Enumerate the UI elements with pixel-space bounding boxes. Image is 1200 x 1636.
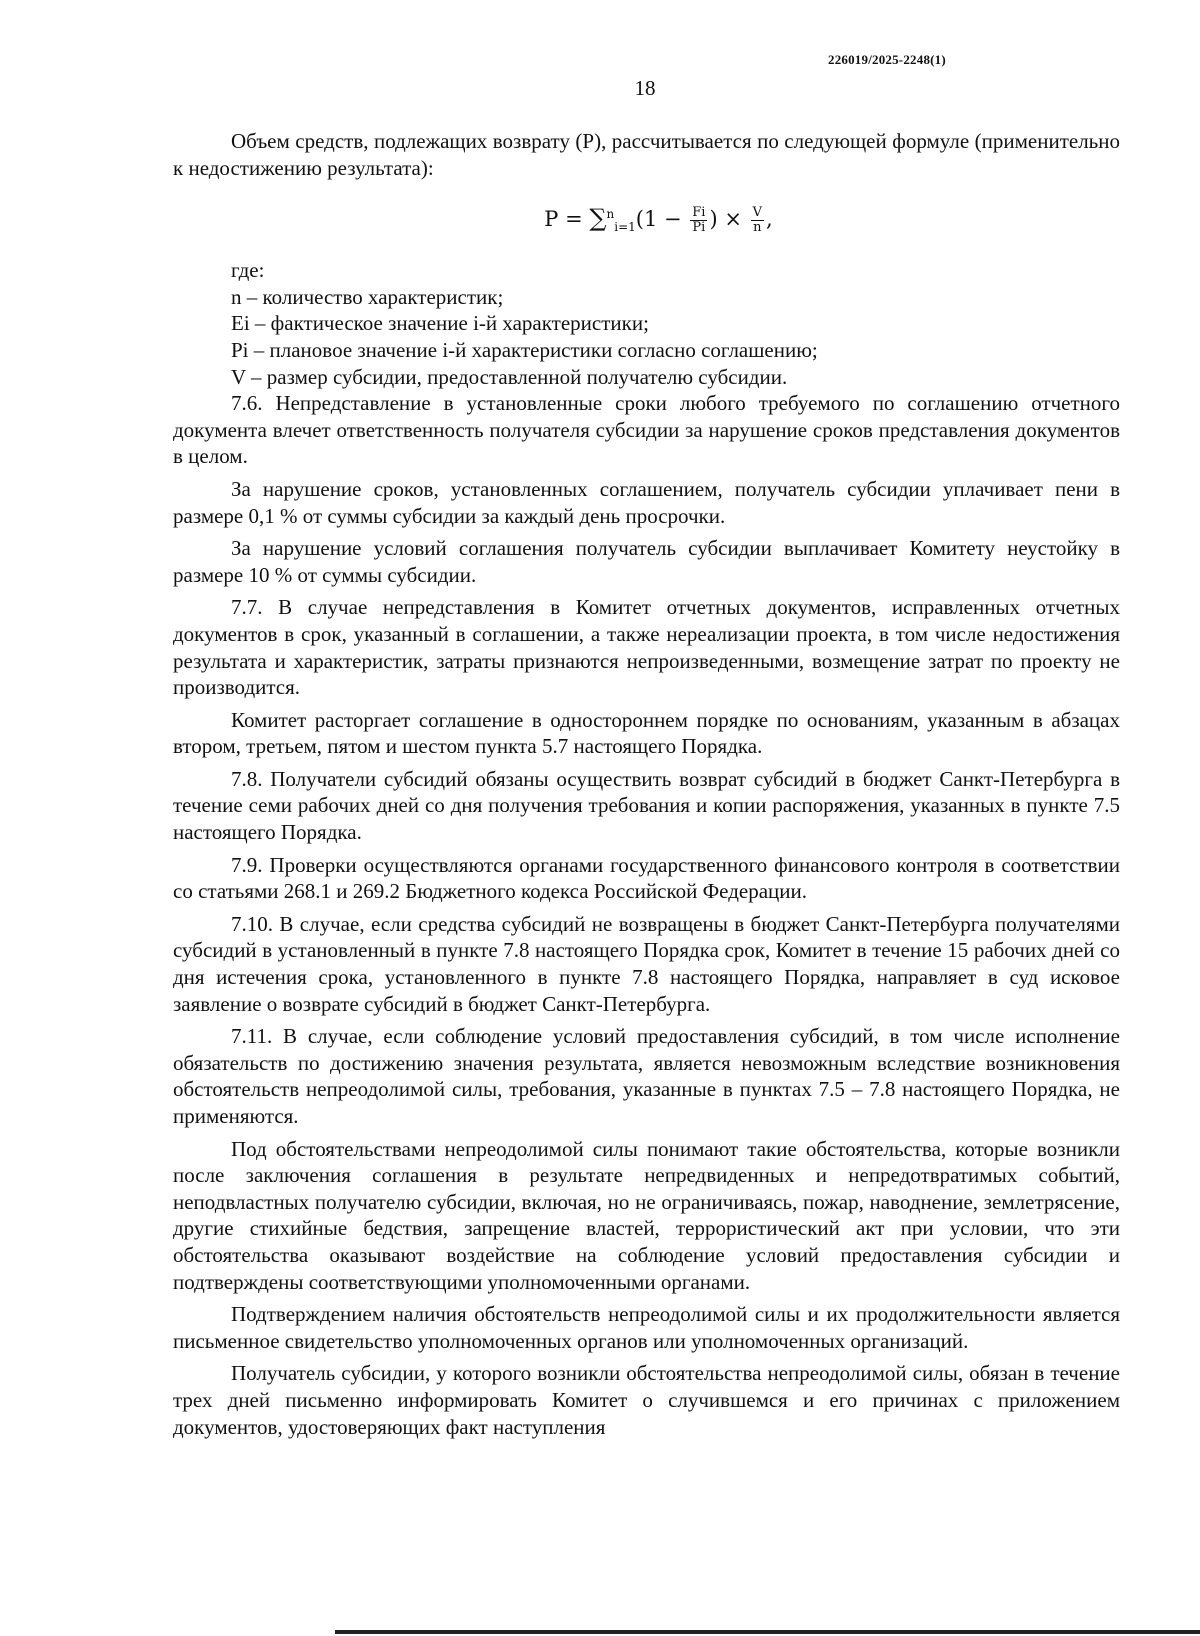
document-number: 226019/2025-2248(1) — [828, 52, 946, 67]
definition-item: Ei – фактическое значение i-й характеристики; — [231, 311, 649, 336]
definition-item: n – количество характеристик; — [231, 284, 504, 309]
fraction-denominator: n — [753, 220, 762, 236]
sum-lower-limit: i=1 — [614, 220, 636, 235]
fraction-f-over-p — [690, 206, 707, 235]
paragraph-termination: Комитет расторгает соглашение в одностороннем порядке по основаниям, указанным в абзацах втором, третьем, пятом и шестом пункта 5.7 настоящего Порядка. — [173, 707, 1120, 759]
definition-item: Pi – плановое значение i-й характеристики согласно соглашению; — [231, 337, 818, 362]
formula-close: ) × — [709, 207, 749, 232]
clause-7-9: 7.9. Проверки осуществляются органами государственного финансового контроля в соответствии со статьями 268.1 и 269.2 Бюджетного кодекса Российской Федерации. — [173, 852, 1120, 904]
where-label: где: — [231, 258, 265, 283]
clause-7-11: 7.11. В случае, если соблюдение условий предоставления субсидий, в том числе исполнение обязательств по достижению значения результата, является невозможным вследствие возникновения обстоятельств непреодолимой силы, требования, указанные в пунктах 7.5 – 7.8 настоящего Порядка, не применяются. — [173, 1024, 1120, 1128]
intro-paragraph: Объем средств, подлежащих возврату (P), рассчитывается по следующей формуле (применительно к недостижению результата): — [173, 129, 1120, 180]
clause-7-6: 7.6. Непредставление в установленные сроки любого требуемого по соглашению отчетного документа влечет ответственность получателя субсидии за нарушение сроков представления документов в целом. — [173, 391, 1120, 469]
formula-end: , — [766, 207, 773, 232]
clause-7-10: 7.10. В случае, если средства субсидий не возвращены в бюджет Санкт-Петербурга получателями субсидий в установленный в пункте 7.8 настоящего Порядка срок, Комитет в течение 15 рабочих дней со дня истечения срока, установленного в пункте 7.8 настоящего Порядка, направляет в суд исковое заявление о возврате субсидий в бюджет Санкт-Петербурга. — [173, 911, 1120, 1016]
clause-7-8: 7.8. Получатели субсидий обязаны осуществить возврат субсидий в бюджет Санкт-Петербурга в течение семи рабочих дней со дня получения требования и копии распоряжения, указанных в пункте 7.5 настоящего Порядка. — [173, 766, 1120, 845]
fraction-numerator: Fi — [692, 205, 706, 221]
formula-open: (1 − — [635, 207, 689, 232]
paragraph-confirmation: Подтверждением наличия обстоятельств непреодолимой силы и их продолжительности является письменное свидетельство уполномоченных органов или уполномоченных организаций. — [173, 1302, 1120, 1353]
formula-lhs: P = — [544, 207, 590, 232]
paragraph-notification: Получатель субсидии, у которого возникли обстоятельства непреодолимой силы, обязан в течение трех дней письменно информировать Комитет о случившемся и его причинах с приложением документов, удостоверяющих факт наступления — [173, 1361, 1120, 1439]
page-number: 18 — [634, 76, 656, 100]
refund-formula — [173, 183, 1120, 245]
paragraph-force-majeure: Под обстоятельствами непреодолимой силы понимают такие обстоятельства, которые возникли после заключения соглашения в результате непредвиденных и непредотвратимых событий, неподвластных получателю субсидии, включая, но не ограничиваясь, пожар, наводнение, землетрясение, другие стихийные бедствия, запрещение властей, террористический акт при условии, что эти обстоятельства оказывают воздействие на соблюдение условий предоставления субсидии и подтверждены соответствующими уполномоченными органами. — [173, 1136, 1120, 1294]
paragraph-penalty: За нарушение сроков, установленных соглашением, получатель субсидии уплачивает пени в размере 0,1 % от суммы субсидии за каждый день просрочки. — [173, 476, 1120, 528]
fraction-denominator: Pi — [692, 220, 706, 236]
scan-bottom-edge — [335, 1630, 1200, 1634]
clause-7-7: 7.7. В случае непредставления в Комитет отчетных документов, исправленных отчетных документов в срок, указанный в соглашении, а также нереализации проекта, в том числе недостижения результата и характеристик, затраты признаются непроизведенными, возмещение затрат по проекту не производится. — [173, 595, 1120, 700]
definition-item: V – размер субсидии, предоставленной получателю субсидии. — [231, 364, 788, 389]
paragraph-forfeit: За нарушение условий соглашения получатель субсидии выплачивает Комитету неустойку в размере 10 % от суммы субсидии. — [173, 536, 1120, 587]
fraction-v-over-n — [751, 206, 764, 235]
sum-upper-limit: n — [606, 207, 615, 222]
sum-symbol: ∑ — [589, 204, 607, 233]
fraction-numerator: V — [752, 205, 762, 221]
document-body — [173, 128, 1120, 1440]
